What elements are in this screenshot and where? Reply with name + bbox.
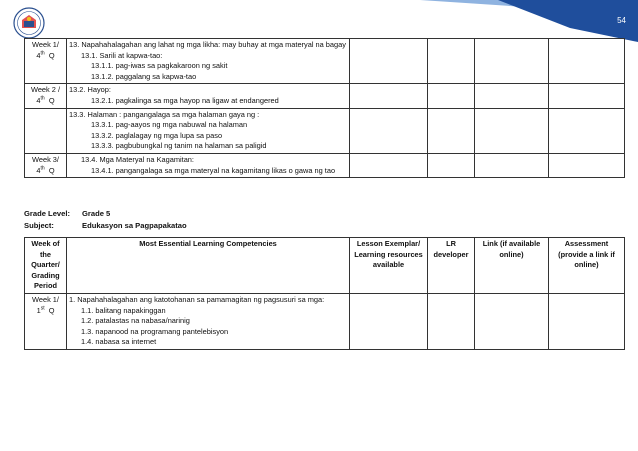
lr-developer-cell bbox=[428, 153, 475, 177]
table-row bbox=[25, 108, 625, 153]
header-lr-developer: LR developer bbox=[428, 238, 475, 294]
competency-line: 13.1.2. paggalang sa kapwa-tao bbox=[91, 71, 197, 81]
header-competencies: Most Essential Learning Competencies bbox=[67, 238, 350, 294]
lesson-exemplar-cell bbox=[350, 84, 428, 108]
lesson-exemplar-cell bbox=[350, 293, 428, 349]
week-cell bbox=[25, 84, 67, 108]
link-cell bbox=[475, 39, 549, 84]
lesson-exemplar-cell bbox=[350, 108, 428, 153]
competency-cell bbox=[67, 293, 350, 349]
table-row bbox=[25, 84, 625, 108]
lr-developer-cell bbox=[428, 84, 475, 108]
assessment-cell bbox=[549, 84, 625, 108]
table-row bbox=[25, 293, 625, 349]
table-row bbox=[25, 153, 625, 177]
week-cell bbox=[25, 108, 67, 153]
top-competency-table bbox=[24, 38, 625, 178]
link-cell bbox=[475, 153, 549, 177]
competency-line: 13.3. Halaman : pangangalaga sa mga halaman gaya ng : bbox=[69, 109, 260, 119]
competency-line: 1.3. napanood na programang pantelebisyon bbox=[81, 326, 229, 336]
page-number: 54 bbox=[617, 16, 626, 25]
quarter-label: 1st Q bbox=[36, 305, 55, 315]
lesson-exemplar-cell bbox=[350, 39, 428, 84]
assessment-cell bbox=[549, 293, 625, 349]
lr-developer-cell bbox=[428, 108, 475, 153]
week-label: Week 1/ bbox=[32, 40, 59, 49]
grade-level-value: Grade 5 bbox=[82, 209, 111, 218]
subject-line bbox=[24, 221, 187, 230]
lr-developer-cell bbox=[428, 293, 475, 349]
competency-line: 1.2. patalastas na nabasa/narinig bbox=[81, 316, 190, 326]
competency-line: 13.3.1. pag-aayos ng mga nabuwal na halaman bbox=[91, 120, 248, 130]
competency-line: 13.1.1. pag-iwas sa pagkakaroon ng sakit bbox=[91, 61, 228, 71]
week-cell bbox=[25, 153, 67, 177]
competency-line: 13.2.1. pagkalinga sa mga hayop na ligaw at endangered bbox=[91, 95, 279, 105]
competency-line: 13.4. Mga Materyal na Kagamitan: bbox=[81, 154, 194, 164]
week-cell bbox=[25, 293, 67, 349]
header-assessment: Assessment (provide a link if online) bbox=[549, 238, 625, 294]
link-cell bbox=[475, 108, 549, 153]
table-row bbox=[25, 39, 625, 84]
assessment-cell bbox=[549, 108, 625, 153]
subject-label: Subject: bbox=[24, 221, 54, 230]
competency-line: 13.3.3. pagbubungkal ng tanim na halaman sa paligid bbox=[91, 141, 267, 151]
competency-cell bbox=[67, 153, 350, 177]
week-label: Week 3/ bbox=[32, 154, 59, 164]
competency-line: 13. Napahahalagahan ang lahat ng mga likha: may buhay at mga materyal na bagay bbox=[69, 40, 346, 49]
week-label: Week 2 / bbox=[30, 85, 61, 95]
deped-seal-logo bbox=[13, 7, 45, 39]
header-lesson-exemplar: Lesson Exemplar/ Learning resources available bbox=[350, 238, 428, 294]
assessment-cell bbox=[549, 153, 625, 177]
competency-cell bbox=[67, 108, 350, 153]
assessment-cell bbox=[549, 39, 625, 84]
grade-level-line bbox=[24, 209, 110, 218]
header-link: Link (if available online) bbox=[475, 238, 549, 294]
competency-cell bbox=[67, 39, 350, 84]
lesson-exemplar-cell bbox=[350, 153, 428, 177]
competency-line: 1.4. nabasa sa internet bbox=[81, 337, 157, 347]
week-label: Week 1/ bbox=[32, 294, 59, 304]
competency-line: 13.2. Hayop: bbox=[69, 85, 111, 95]
competency-line: 13.4.1. pangangalaga sa mga materyal na kagamitang likas o gawa ng tao bbox=[91, 165, 336, 175]
grade-level-label: Grade Level: bbox=[24, 209, 71, 218]
week-cell bbox=[25, 39, 67, 84]
subject-value: Edukasyon sa Pagpapakatao bbox=[82, 221, 187, 230]
lr-developer-cell bbox=[428, 39, 475, 84]
competency-cell bbox=[67, 84, 350, 108]
header-ribbon bbox=[420, 0, 638, 42]
bottom-competency-table bbox=[24, 237, 625, 350]
quarter-label: 4th Q bbox=[36, 165, 55, 175]
header-week: Week of the Quarter/ Grading Period bbox=[25, 238, 67, 294]
quarter-label: 4th Q bbox=[36, 50, 55, 60]
link-cell bbox=[475, 84, 549, 108]
competency-line: 1.1. balitang napakinggan bbox=[81, 305, 166, 315]
link-cell bbox=[475, 293, 549, 349]
competency-line: 13.3.2. paglalagay ng mga lupa sa paso bbox=[91, 130, 223, 140]
competency-line: 1. Napahahalagahan ang katotohanan sa pamamagitan ng pagsusuri sa mga: bbox=[69, 294, 325, 304]
competency-line: 13.1. Sarili at kapwa-tao: bbox=[81, 50, 163, 60]
quarter-label: 4th Q bbox=[36, 95, 55, 105]
